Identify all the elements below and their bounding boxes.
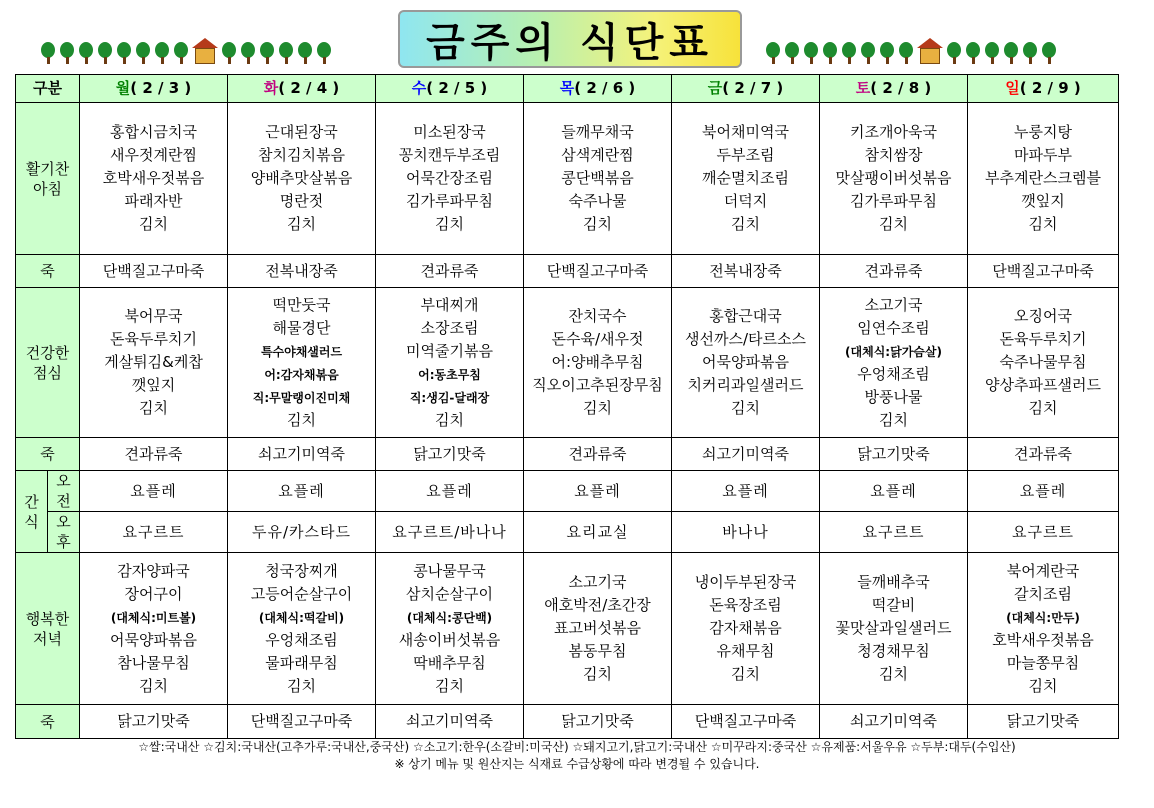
dinner-row [16,553,1119,705]
origin-note: ☆쌀:국내산 ☆김치:국내산(고추가루:국내산,중국산) ☆소고기:한우(소갈비:미국산) ☆돼지고기,닭고기:국내산 ☆미꾸라지:중국산 ☆유제품:서울우유 ☆두부:대두(수입산) [138,740,1016,754]
snack-pm-row [16,512,1119,553]
tree-icon [154,42,170,64]
menu-item: 김치 [583,399,612,417]
snack-am-cell: 요플레 [376,471,524,512]
menu-item: 미소된장국 [413,123,486,141]
breakfast-row [16,103,1119,255]
menu-item: 어:감자채볶음 [264,367,339,382]
porridge-cell: 견과류죽 [968,438,1119,471]
porridge-cell: 단백질고구마죽 [80,255,228,288]
menu-item: 김치 [879,410,908,429]
menu-item: (대체식:미트볼) [110,610,197,625]
menu-item: 양배추맛살볶음 [250,169,353,187]
menu-item: 돈육장조림 [709,596,782,614]
lunch-row [16,288,1119,438]
menu-item: 김치 [583,215,612,233]
menu-item: 명란젓 [279,192,324,210]
snack-am-cell: 요플레 [524,471,672,512]
snack-pm-cell: 요구르트/바나나 [376,512,524,553]
house-icon [192,38,218,64]
menu-item: 딱배추무침 [413,653,486,672]
day-name: 토 [855,79,871,97]
porridge-cell: 닭고기맛죽 [820,438,968,471]
tree-icon [765,42,781,64]
menu-item: 물파래무침 [265,653,338,672]
porridge-cell: 닭고기맛죽 [376,438,524,471]
tree-icon [259,42,275,64]
day-header [968,75,1119,103]
tree-icon [841,42,857,64]
tree-icon [822,42,838,64]
porridge-cell: 견과류죽 [820,255,968,288]
menu-item: 마늘쫑무침 [1006,653,1080,672]
menu-item: 숙주나물무침 [999,353,1087,371]
tree-icon [59,42,75,64]
menu-item: 김치 [1028,676,1058,695]
menu-item: 참치쌈장 [864,146,923,164]
menu-item: 참치김치볶음 [258,146,345,164]
menu-item: 돈육두루치기 [110,330,197,348]
tree-icon [860,42,876,64]
menu-item: (대체식:떡갈비) [258,610,345,625]
menu-item: 깨순멸치조림 [702,169,789,187]
menu-item: 애호박전/초간장 [544,596,651,614]
day-header [524,75,672,103]
menu-item: 냉이두부된장국 [694,573,797,591]
lunch-cell [820,288,968,438]
porridge-cell: 단백질고구마죽 [524,255,672,288]
menu-table [15,74,1119,739]
menu-item: 소장조림 [420,318,479,337]
menu-item: 김치 [1028,215,1058,233]
menu-item: 새송이버섯볶음 [398,630,501,649]
menu-item: 양상추파프샐러드 [985,376,1101,394]
menu-item: 김치 [879,665,908,683]
snack-am-cell: 요플레 [672,471,820,512]
menu-item: 꽁치캔두부조림 [398,146,501,164]
day-date: ( 2 / 7 ) [722,79,784,97]
tree-decoration-right [765,40,1057,64]
menu-item: 콩단백볶음 [561,169,634,187]
menu-item: 고등어순살구이 [250,584,353,603]
lunch-cell [672,288,820,438]
tree-icon [946,42,962,64]
dinner-label: 행복한 저녁 [16,553,80,705]
porridge-cell: 쇠고기미역죽 [376,705,524,739]
breakfast-label: 활기찬 아침 [16,103,80,255]
menu-item: 키조개아욱국 [850,123,937,141]
lunch-cell [524,288,672,438]
menu-item: (대체식:콩단백) [406,610,493,625]
tree-icon [97,42,113,64]
porridge-label: 죽 [16,438,80,471]
menu-item: 들깨무채국 [561,123,634,141]
menu-item: 갈치조림 [1014,584,1072,603]
day-name: 목 [559,79,575,97]
tree-icon [898,42,914,64]
snack-pm-cell: 두유/카스타드 [228,512,376,553]
menu-item: 어묵간장조림 [406,169,493,187]
menu-item: (대체식:닭가슴살) [845,344,942,359]
porridge-label: 죽 [16,255,80,288]
menu-item: 북어채미역국 [702,123,789,141]
dinner-porridge-row [16,705,1119,739]
menu-item: 표고버섯볶음 [554,619,641,637]
menu-item: 특수야채샐러드 [260,344,343,359]
menu-item: 부추계란스크렘블 [985,169,1101,187]
tree-decoration-left [40,40,332,64]
tree-icon [803,42,819,64]
snack-am-cell: 요플레 [820,471,968,512]
porridge-cell: 단백질고구마죽 [228,705,376,739]
lunch-label: 건강한 점심 [16,288,80,438]
porridge-cell: 단백질고구마죽 [968,255,1119,288]
porridge-cell: 닭고기맛죽 [80,705,228,739]
day-name: 월 [115,79,131,97]
menu-item: 장어구이 [124,584,183,603]
menu-item: 김치 [139,215,168,233]
breakfast-cell [80,103,228,255]
porridge-cell: 닭고기맛죽 [968,705,1119,739]
day-date: ( 2 / 9 ) [1019,79,1081,97]
porridge-cell: 단백질고구마죽 [672,705,820,739]
day-date: ( 2 / 5 ) [426,79,488,97]
menu-item: 김치 [879,215,908,233]
dinner-cell [376,553,524,705]
menu-item: 김치 [287,215,316,233]
day-date: ( 2 / 3 ) [130,79,192,97]
menu-item: 청국장찌개 [265,561,338,580]
breakfast-cell [968,103,1119,255]
day-name: 수 [411,79,427,97]
tree-icon [965,42,981,64]
tree-icon [1041,42,1057,64]
dinner-cell [820,553,968,705]
snack-am-cell: 요플레 [228,471,376,512]
menu-item: 북어계란국 [1006,561,1080,580]
menu-item: 어묵양파볶음 [110,630,197,649]
menu-item: 잔치국수 [568,307,627,325]
dinner-cell [672,553,820,705]
day-header [228,75,376,103]
menu-item: 게살튀김&케찹 [104,353,203,371]
menu-item: 깻잎지 [1021,192,1065,210]
breakfast-cell [524,103,672,255]
menu-item: 김치 [731,665,760,683]
menu-item: 김치 [731,399,760,417]
menu-item: 김치 [1028,399,1058,417]
dinner-cell [228,553,376,705]
menu-item: 임연수조림 [857,318,930,337]
porridge-cell: 견과류죽 [524,438,672,471]
menu-item: 두부조림 [716,146,775,164]
tree-icon [221,42,237,64]
menu-item: 김가루파무침 [406,192,493,210]
menu-item: 소고기국 [568,573,627,591]
porridge-cell: 쇠고기미역죽 [672,438,820,471]
menu-item: 꽃맛살과일샐러드 [835,619,952,637]
tree-icon [116,42,132,64]
snack-am-cell: 요플레 [968,471,1119,512]
menu-item: 직:무말랭이진미채 [252,390,351,405]
menu-item: 김치 [731,215,760,233]
menu-item: 콩나물무국 [413,561,486,580]
snack-pm-cell: 요구르트 [80,512,228,553]
breakfast-cell [672,103,820,255]
snack-pm-cell: 요구르트 [820,512,968,553]
menu-item: 김가루파무침 [850,192,937,210]
menu-item: 어:동초무침 [418,367,481,382]
snack-pm-cell: 요리교실 [524,512,672,553]
menu-item: 누룽지탕 [1014,123,1072,141]
day-name: 일 [1005,79,1020,97]
day-header [672,75,820,103]
porridge-cell: 쇠고기미역죽 [820,705,968,739]
tree-icon [278,42,294,64]
menu-item: 방풍나물 [864,387,923,406]
menu-item: 우엉채조림 [857,364,930,383]
lunch-cell [968,288,1119,438]
day-date: ( 2 / 8 ) [870,79,932,97]
porridge-cell: 전복내장죽 [672,255,820,288]
house-icon [917,38,943,64]
menu-item: 돈수육/새우젓 [551,330,644,348]
dinner-cell [968,553,1119,705]
day-date: ( 2 / 6 ) [574,79,636,97]
dinner-cell [80,553,228,705]
menu-item: 마파두부 [1014,146,1072,164]
snack-pm-cell: 바나나 [672,512,820,553]
menu-item: 해물경단 [272,318,331,337]
menu-item: 생선까스/타르소스 [685,330,806,348]
day-name: 화 [263,79,279,97]
menu-item: 숙주나물 [568,192,627,210]
menu-item: 우엉채조림 [265,630,338,649]
snack-am-row [16,471,1119,512]
menu-item: 들깨배추국 [857,573,930,591]
tree-icon [1003,42,1019,64]
lunch-porridge-row [16,438,1119,471]
menu-item: 부대찌개 [420,295,479,314]
category-header: 구분 [16,75,80,103]
tree-icon [879,42,895,64]
day-header [80,75,228,103]
snack-label: 간 식 [16,471,48,553]
day-header [376,75,524,103]
menu-item: 홍합근대국 [709,307,782,325]
menu-item: 어:양배추무침 [551,353,644,371]
menu-item: 감자양파국 [117,561,190,580]
dinner-cell [524,553,672,705]
menu-item: 직오이고추된장무침 [532,376,663,394]
menu-item: 김치 [139,399,168,417]
porridge-cell: 견과류죽 [376,255,524,288]
menu-item: 호박새우젓볶음 [102,169,205,187]
breakfast-porridge-row [16,255,1119,288]
menu-item: 삼치순살구이 [406,584,493,603]
header-row [16,75,1119,103]
menu-item: 참나물무침 [117,653,190,672]
tree-icon [784,42,800,64]
porridge-cell: 전복내장죽 [228,255,376,288]
lunch-cell [80,288,228,438]
menu-item: 치커리과일샐러드 [687,376,804,394]
menu-item: 김치 [435,410,464,429]
tree-icon [297,42,313,64]
tree-icon [1022,42,1038,64]
menu-item: 미역줄기볶음 [406,341,493,360]
tree-icon [316,42,332,64]
snack-am-label: 오 전 [48,471,80,512]
menu-item: 더덕지 [723,192,768,210]
menu-item: 호박새우젓볶음 [992,630,1094,649]
menu-item: 봄동무침 [568,642,627,660]
snack-pm-cell: 요구르트 [968,512,1119,553]
tree-icon [78,42,94,64]
day-date: ( 2 / 4 ) [278,79,340,97]
breakfast-cell [228,103,376,255]
menu-item: 유채무침 [716,642,775,660]
menu-item: 김치 [583,665,612,683]
snack-pm-label: 오 후 [48,512,80,553]
notice-note: ※ 상기 메뉴 및 원산지는 식재료 수급상황에 따라 변경될 수 있습니다. [394,757,760,771]
menu-item: 파래자반 [124,192,183,210]
menu-item: 김치 [435,215,464,233]
tree-icon [40,42,56,64]
porridge-cell: 견과류죽 [80,438,228,471]
menu-item: 떡갈비 [871,596,916,614]
menu-item: 소고기국 [864,295,923,314]
porridge-label: 죽 [16,705,80,739]
breakfast-cell [820,103,968,255]
menu-item: 떡만둣국 [272,295,331,314]
menu-item: 새우젓계란찜 [110,146,197,164]
lunch-cell [376,288,524,438]
tree-icon [984,42,1000,64]
menu-item: 감자채볶음 [709,619,782,637]
menu-item: 어묵양파볶음 [702,353,789,371]
snack-am-cell: 요플레 [80,471,228,512]
lunch-cell [228,288,376,438]
porridge-cell: 쇠고기미역죽 [228,438,376,471]
menu-item: 청경채무침 [857,642,930,660]
day-name: 금 [707,79,723,97]
day-header [820,75,968,103]
tree-icon [173,42,189,64]
menu-item: 근대된장국 [265,123,338,141]
breakfast-cell [376,103,524,255]
menu-item: 김치 [435,676,464,695]
menu-item: 직:생김-달래장 [409,390,490,405]
menu-item: 삼색계란찜 [561,146,634,164]
menu-item: 돈육두루치기 [999,330,1087,348]
tree-icon [240,42,256,64]
menu-item: 오징어국 [1014,307,1072,325]
menu-item: 북어무국 [124,307,183,325]
menu-item: (대체식:만두) [1006,610,1080,625]
porridge-cell: 닭고기맛죽 [524,705,672,739]
menu-item: 맛살팽이버섯볶음 [835,169,952,187]
page-title: 금주의 식단표 [398,10,742,68]
menu-item: 김치 [287,676,316,695]
tree-icon [135,42,151,64]
menu-item: 깻잎지 [131,376,176,394]
menu-item: 김치 [139,676,168,695]
menu-item: 홍합시금치국 [110,123,197,141]
menu-item: 김치 [287,410,316,429]
